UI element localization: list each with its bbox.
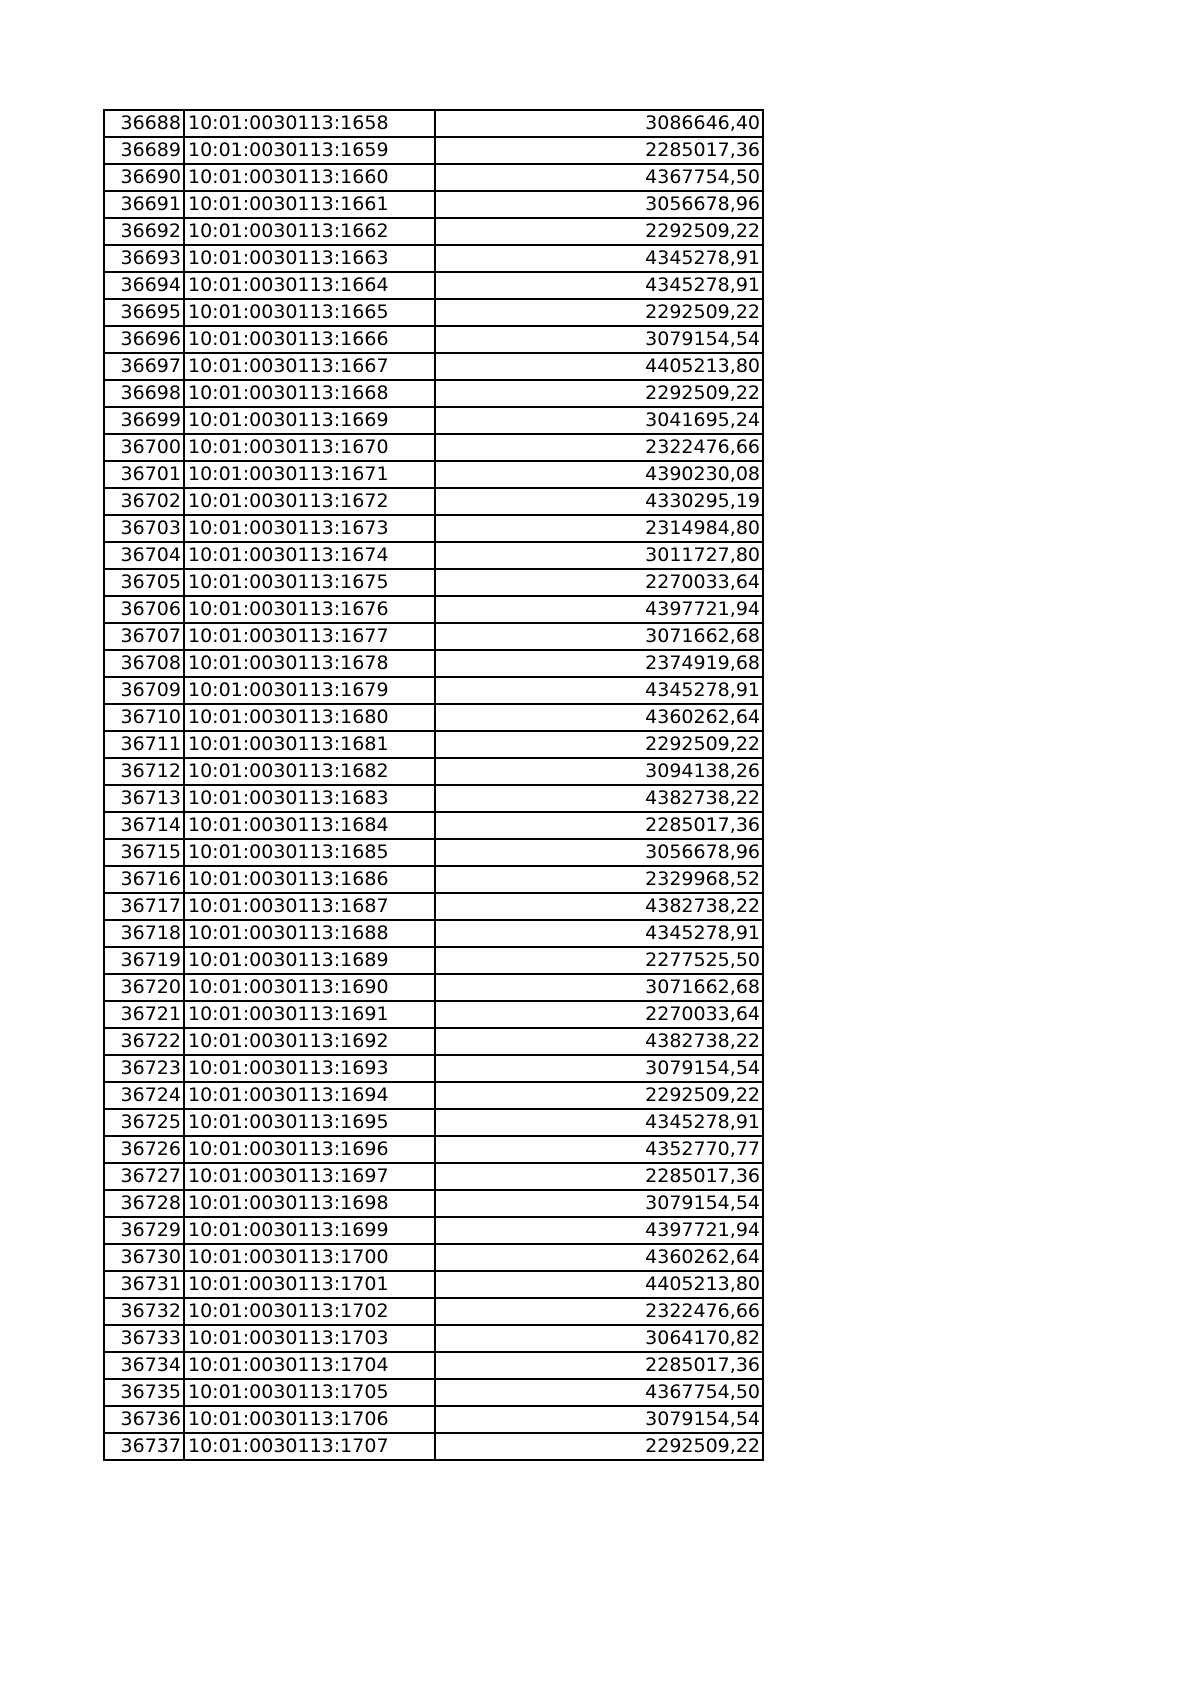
cadastral-number-cell: 10:01:0030113:1697	[184, 1163, 435, 1190]
table-row	[104, 164, 763, 191]
cadastral-value-cell: 4382738,22	[435, 785, 763, 812]
cadastral-value-cell: 4397721,94	[435, 1217, 763, 1244]
row-number-cell: 36696	[104, 326, 184, 353]
cadastral-number-cell: 10:01:0030113:1696	[184, 1136, 435, 1163]
cadastral-number-cell: 10:01:0030113:1688	[184, 920, 435, 947]
cadastral-value-cell: 4345278,91	[435, 1109, 763, 1136]
table-row	[104, 1163, 763, 1190]
cadastral-number-cell: 10:01:0030113:1687	[184, 893, 435, 920]
row-number-cell: 36703	[104, 515, 184, 542]
cadastral-value-cell: 3094138,26	[435, 758, 763, 785]
table-row	[104, 785, 763, 812]
cadastral-value-cell: 4345278,91	[435, 272, 763, 299]
row-number-cell: 36725	[104, 1109, 184, 1136]
row-number-cell: 36718	[104, 920, 184, 947]
table-row	[104, 542, 763, 569]
row-number-cell: 36731	[104, 1271, 184, 1298]
row-number-cell: 36720	[104, 974, 184, 1001]
row-number-cell: 36704	[104, 542, 184, 569]
cadastral-value-cell: 4367754,50	[435, 164, 763, 191]
row-number-cell: 36698	[104, 380, 184, 407]
table-row	[104, 947, 763, 974]
table-row	[104, 623, 763, 650]
row-number-cell: 36732	[104, 1298, 184, 1325]
row-number-cell: 36726	[104, 1136, 184, 1163]
cadastral-value-cell: 2322476,66	[435, 434, 763, 461]
table-row	[104, 569, 763, 596]
row-number-cell: 36702	[104, 488, 184, 515]
row-number-cell: 36691	[104, 191, 184, 218]
table-row	[104, 218, 763, 245]
table-row	[104, 434, 763, 461]
cadastral-value-cell: 4345278,91	[435, 677, 763, 704]
table-row	[104, 515, 763, 542]
cadastral-number-cell: 10:01:0030113:1663	[184, 245, 435, 272]
cadastral-value-table	[103, 109, 764, 1461]
row-number-cell: 36694	[104, 272, 184, 299]
cadastral-value-cell: 2314984,80	[435, 515, 763, 542]
row-number-cell: 36737	[104, 1433, 184, 1460]
cadastral-number-cell: 10:01:0030113:1675	[184, 569, 435, 596]
row-number-cell: 36709	[104, 677, 184, 704]
cadastral-number-cell: 10:01:0030113:1676	[184, 596, 435, 623]
cadastral-number-cell: 10:01:0030113:1698	[184, 1190, 435, 1217]
row-number-cell: 36692	[104, 218, 184, 245]
cadastral-number-cell: 10:01:0030113:1681	[184, 731, 435, 758]
cadastral-number-cell: 10:01:0030113:1666	[184, 326, 435, 353]
cadastral-number-cell: 10:01:0030113:1694	[184, 1082, 435, 1109]
cadastral-value-cell: 3056678,96	[435, 191, 763, 218]
table-row	[104, 1433, 763, 1460]
table-row	[104, 461, 763, 488]
cadastral-number-cell: 10:01:0030113:1684	[184, 812, 435, 839]
cadastral-value-cell: 4405213,80	[435, 353, 763, 380]
cadastral-number-cell: 10:01:0030113:1665	[184, 299, 435, 326]
row-number-cell: 36721	[104, 1001, 184, 1028]
cadastral-value-cell: 4330295,19	[435, 488, 763, 515]
cadastral-number-cell: 10:01:0030113:1672	[184, 488, 435, 515]
row-number-cell: 36690	[104, 164, 184, 191]
table-row	[104, 866, 763, 893]
row-number-cell: 36693	[104, 245, 184, 272]
cadastral-value-cell: 4360262,64	[435, 704, 763, 731]
row-number-cell: 36719	[104, 947, 184, 974]
cadastral-value-cell: 2374919,68	[435, 650, 763, 677]
table-row	[104, 1136, 763, 1163]
row-number-cell: 36699	[104, 407, 184, 434]
table-row	[104, 137, 763, 164]
cadastral-number-cell: 10:01:0030113:1701	[184, 1271, 435, 1298]
cadastral-number-cell: 10:01:0030113:1700	[184, 1244, 435, 1271]
row-number-cell: 36734	[104, 1352, 184, 1379]
table-row	[104, 1352, 763, 1379]
row-number-cell: 36706	[104, 596, 184, 623]
cadastral-number-cell: 10:01:0030113:1668	[184, 380, 435, 407]
table-body	[104, 110, 763, 1460]
cadastral-number-cell: 10:01:0030113:1695	[184, 1109, 435, 1136]
row-number-cell: 36736	[104, 1406, 184, 1433]
row-number-cell: 36701	[104, 461, 184, 488]
table-row	[104, 1379, 763, 1406]
table-row	[104, 650, 763, 677]
cadastral-number-cell: 10:01:0030113:1677	[184, 623, 435, 650]
cadastral-number-cell: 10:01:0030113:1702	[184, 1298, 435, 1325]
table-row	[104, 677, 763, 704]
cadastral-value-cell: 4397721,94	[435, 596, 763, 623]
row-number-cell: 36724	[104, 1082, 184, 1109]
table-row	[104, 1217, 763, 1244]
cadastral-value-cell: 4367754,50	[435, 1379, 763, 1406]
cadastral-number-cell: 10:01:0030113:1693	[184, 1055, 435, 1082]
cadastral-number-cell: 10:01:0030113:1691	[184, 1001, 435, 1028]
cadastral-value-cell: 2270033,64	[435, 1001, 763, 1028]
cadastral-value-cell: 2329968,52	[435, 866, 763, 893]
cadastral-value-cell: 2285017,36	[435, 812, 763, 839]
cadastral-value-cell: 2285017,36	[435, 137, 763, 164]
cadastral-value-cell: 2292509,22	[435, 299, 763, 326]
table-row	[104, 1001, 763, 1028]
table-row	[104, 488, 763, 515]
cadastral-number-cell: 10:01:0030113:1704	[184, 1352, 435, 1379]
cadastral-number-cell: 10:01:0030113:1706	[184, 1406, 435, 1433]
cadastral-number-cell: 10:01:0030113:1658	[184, 110, 435, 137]
row-number-cell: 36727	[104, 1163, 184, 1190]
cadastral-number-cell: 10:01:0030113:1670	[184, 434, 435, 461]
cadastral-value-cell: 3011727,80	[435, 542, 763, 569]
cadastral-value-cell: 4345278,91	[435, 245, 763, 272]
cadastral-number-cell: 10:01:0030113:1662	[184, 218, 435, 245]
cadastral-value-cell: 3056678,96	[435, 839, 763, 866]
cadastral-value-cell: 2285017,36	[435, 1352, 763, 1379]
cadastral-number-cell: 10:01:0030113:1669	[184, 407, 435, 434]
table-row	[104, 1109, 763, 1136]
cadastral-value-cell: 4360262,64	[435, 1244, 763, 1271]
table-row	[104, 1325, 763, 1352]
row-number-cell: 36707	[104, 623, 184, 650]
cadastral-number-cell: 10:01:0030113:1660	[184, 164, 435, 191]
row-number-cell: 36729	[104, 1217, 184, 1244]
table-row	[104, 758, 763, 785]
row-number-cell: 36712	[104, 758, 184, 785]
cadastral-number-cell: 10:01:0030113:1682	[184, 758, 435, 785]
table-row	[104, 407, 763, 434]
cadastral-value-cell: 3079154,54	[435, 1055, 763, 1082]
row-number-cell: 36730	[104, 1244, 184, 1271]
cadastral-value-cell: 3079154,54	[435, 1406, 763, 1433]
cadastral-value-cell: 3079154,54	[435, 1190, 763, 1217]
row-number-cell: 36700	[104, 434, 184, 461]
cadastral-number-cell: 10:01:0030113:1679	[184, 677, 435, 704]
row-number-cell: 36728	[104, 1190, 184, 1217]
table-row	[104, 920, 763, 947]
cadastral-number-cell: 10:01:0030113:1705	[184, 1379, 435, 1406]
cadastral-value-cell: 2270033,64	[435, 569, 763, 596]
cadastral-value-cell: 4352770,77	[435, 1136, 763, 1163]
row-number-cell: 36695	[104, 299, 184, 326]
cadastral-value-cell: 2292509,22	[435, 1433, 763, 1460]
cadastral-number-cell: 10:01:0030113:1699	[184, 1217, 435, 1244]
table-row	[104, 893, 763, 920]
cadastral-value-cell: 3064170,82	[435, 1325, 763, 1352]
cadastral-number-cell: 10:01:0030113:1685	[184, 839, 435, 866]
table-row	[104, 353, 763, 380]
table-row	[104, 326, 763, 353]
table-row	[104, 272, 763, 299]
cadastral-number-cell: 10:01:0030113:1683	[184, 785, 435, 812]
cadastral-number-cell: 10:01:0030113:1661	[184, 191, 435, 218]
cadastral-value-cell: 2292509,22	[435, 731, 763, 758]
row-number-cell: 36688	[104, 110, 184, 137]
table-row	[104, 1298, 763, 1325]
cadastral-number-cell: 10:01:0030113:1667	[184, 353, 435, 380]
row-number-cell: 36715	[104, 839, 184, 866]
cadastral-value-cell: 2322476,66	[435, 1298, 763, 1325]
row-number-cell: 36710	[104, 704, 184, 731]
cadastral-number-cell: 10:01:0030113:1674	[184, 542, 435, 569]
cadastral-value-cell: 4390230,08	[435, 461, 763, 488]
cadastral-value-cell: 4382738,22	[435, 893, 763, 920]
cadastral-value-cell: 3071662,68	[435, 623, 763, 650]
row-number-cell: 36717	[104, 893, 184, 920]
row-number-cell: 36713	[104, 785, 184, 812]
row-number-cell: 36708	[104, 650, 184, 677]
table-row	[104, 1028, 763, 1055]
table-row	[104, 380, 763, 407]
cadastral-number-cell: 10:01:0030113:1690	[184, 974, 435, 1001]
cadastral-number-cell: 10:01:0030113:1689	[184, 947, 435, 974]
row-number-cell: 36723	[104, 1055, 184, 1082]
cadastral-value-cell: 2285017,36	[435, 1163, 763, 1190]
cadastral-value-cell: 2292509,22	[435, 218, 763, 245]
table-row	[104, 1244, 763, 1271]
cadastral-number-cell: 10:01:0030113:1686	[184, 866, 435, 893]
cadastral-value-cell: 2292509,22	[435, 380, 763, 407]
table-row	[104, 812, 763, 839]
row-number-cell: 36714	[104, 812, 184, 839]
table-row	[104, 1082, 763, 1109]
row-number-cell: 36689	[104, 137, 184, 164]
cadastral-value-cell: 4382738,22	[435, 1028, 763, 1055]
cadastral-value-cell: 4345278,91	[435, 920, 763, 947]
cadastral-value-cell: 3071662,68	[435, 974, 763, 1001]
table-row	[104, 1190, 763, 1217]
row-number-cell: 36705	[104, 569, 184, 596]
cadastral-number-cell: 10:01:0030113:1692	[184, 1028, 435, 1055]
cadastral-number-cell: 10:01:0030113:1664	[184, 272, 435, 299]
table-row	[104, 1055, 763, 1082]
row-number-cell: 36697	[104, 353, 184, 380]
row-number-cell: 36733	[104, 1325, 184, 1352]
cadastral-value-cell: 3086646,40	[435, 110, 763, 137]
cadastral-value-cell: 3079154,54	[435, 326, 763, 353]
cadastral-value-cell: 3041695,24	[435, 407, 763, 434]
cadastral-number-cell: 10:01:0030113:1678	[184, 650, 435, 677]
row-number-cell: 36716	[104, 866, 184, 893]
cadastral-number-cell: 10:01:0030113:1659	[184, 137, 435, 164]
table-row	[104, 245, 763, 272]
cadastral-value-cell: 4405213,80	[435, 1271, 763, 1298]
table-row	[104, 704, 763, 731]
table-row	[104, 1271, 763, 1298]
table-row	[104, 299, 763, 326]
row-number-cell: 36735	[104, 1379, 184, 1406]
table-row	[104, 596, 763, 623]
cadastral-number-cell: 10:01:0030113:1671	[184, 461, 435, 488]
table-row	[104, 731, 763, 758]
cadastral-value-cell: 2292509,22	[435, 1082, 763, 1109]
cadastral-number-cell: 10:01:0030113:1703	[184, 1325, 435, 1352]
cadastral-number-cell: 10:01:0030113:1707	[184, 1433, 435, 1460]
table-row	[104, 110, 763, 137]
table-row	[104, 191, 763, 218]
table-row	[104, 839, 763, 866]
table-row	[104, 974, 763, 1001]
table-row	[104, 1406, 763, 1433]
cadastral-number-cell: 10:01:0030113:1680	[184, 704, 435, 731]
row-number-cell: 36722	[104, 1028, 184, 1055]
row-number-cell: 36711	[104, 731, 184, 758]
cadastral-number-cell: 10:01:0030113:1673	[184, 515, 435, 542]
cadastral-value-cell: 2277525,50	[435, 947, 763, 974]
